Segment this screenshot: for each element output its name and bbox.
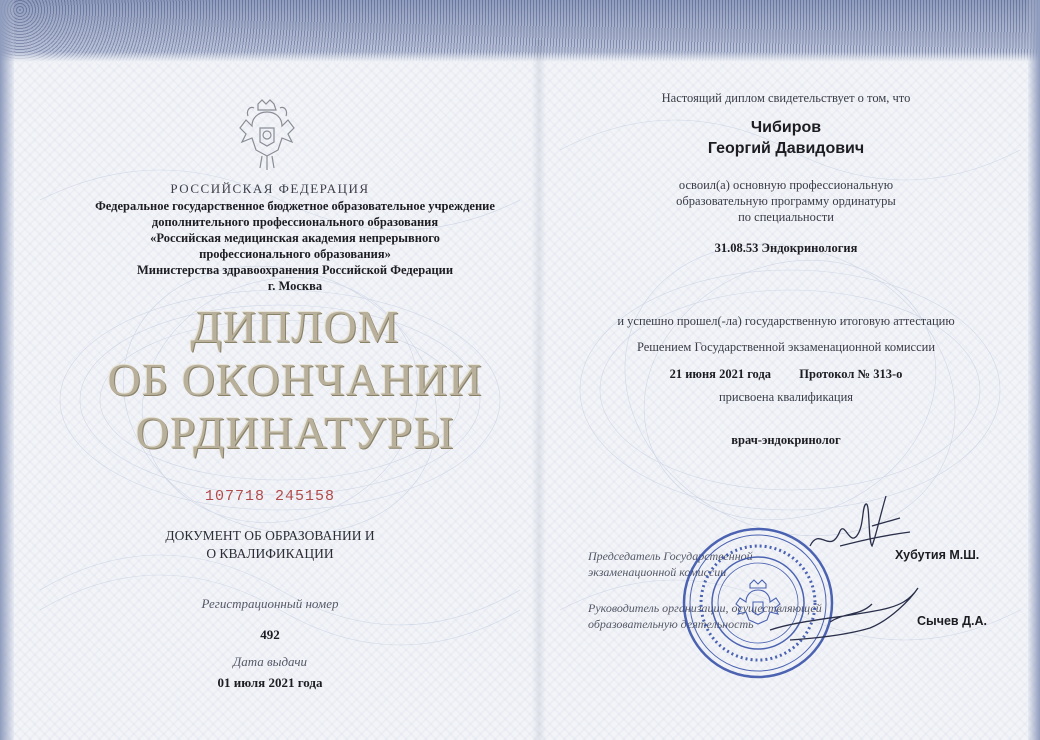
institution-line: «Российская медицинская академия непрерывного <box>150 231 440 245</box>
attestation-text: и успешно прошел(-ла) государственную итоговую аттестацию <box>617 314 955 328</box>
title-line: ДИПЛОМ <box>190 301 400 352</box>
issue-date-label: Дата выдачи <box>232 654 308 669</box>
commission-text: Решением Государственной экзаменационной комиссии <box>636 340 936 354</box>
head-title-line: Руководитель организации, осуществляющей <box>588 601 822 615</box>
program-line: образовательную программу ординатуры <box>676 194 896 208</box>
institution-line: дополнительного профессионального образования <box>151 215 439 229</box>
qualification-label: присвоена квалификация <box>718 390 854 404</box>
organization-head-name: Сычев Д.А. <box>917 614 987 628</box>
institution-name <box>60 198 530 294</box>
decision-date: 21 июня 2021 года <box>669 367 772 381</box>
decision-line <box>556 366 1016 382</box>
commission-chair-name: Хубутия М.Ш. <box>895 548 980 562</box>
program-text <box>556 177 1016 225</box>
head-title-line: образовательную деятельность <box>588 617 754 631</box>
chair-title-line: Председатель Государственной <box>588 549 753 563</box>
institution-line: г. Москва <box>267 279 323 293</box>
document-type-line: ДОКУМЕНТ ОБ ОБРАЗОВАНИИ И <box>165 528 375 543</box>
program-line: освоил(а) основную профессиональную <box>678 178 894 192</box>
top-ornament-border <box>0 0 1040 62</box>
graduate-name <box>556 117 1016 159</box>
page-fold <box>532 40 546 740</box>
official-round-stamp <box>680 526 836 680</box>
title-line: ОРДИНАТУРЫ <box>135 407 455 458</box>
chair-title-line: экзаменационной комиссии <box>588 565 727 579</box>
right-ornament-border <box>1028 0 1040 740</box>
institution-line: профессионального образования» <box>199 247 391 261</box>
registration-number: 492 <box>260 627 280 642</box>
graduate-surname: Чибиров <box>750 119 822 136</box>
title-line: ОБ ОКОНЧАНИИ <box>107 354 483 405</box>
registration-number-label: Регистрационный номер <box>201 596 339 611</box>
program-line: по специальности <box>738 210 834 224</box>
document-type-line: О КВАЛИФИКАЦИИ <box>206 546 334 561</box>
issue-date: 01 июля 2021 года <box>217 675 323 690</box>
institution-line: Федеральное государственное бюджетное образовательное учреждение <box>95 199 495 213</box>
institution-line: Министерства здравоохранения Российской Федерации <box>136 263 454 277</box>
specialty: 31.08.53 Эндокринология <box>714 241 858 255</box>
graduate-given-names: Георгий Давидович <box>707 140 865 157</box>
serial-number: 107718 245158 <box>204 488 336 505</box>
protocol-number: Протокол № 313-о <box>799 367 903 381</box>
double-headed-eagle-emblem <box>236 98 298 172</box>
intro-text: Настоящий диплом свидетельствует о том, что <box>661 91 911 105</box>
document-type <box>100 527 440 563</box>
diploma-title <box>60 300 530 459</box>
country-name: РОССИЙСКАЯ ФЕДЕРАЦИЯ <box>170 181 370 196</box>
qualification: врач-эндокринолог <box>731 433 841 447</box>
left-ornament-border <box>0 0 14 740</box>
